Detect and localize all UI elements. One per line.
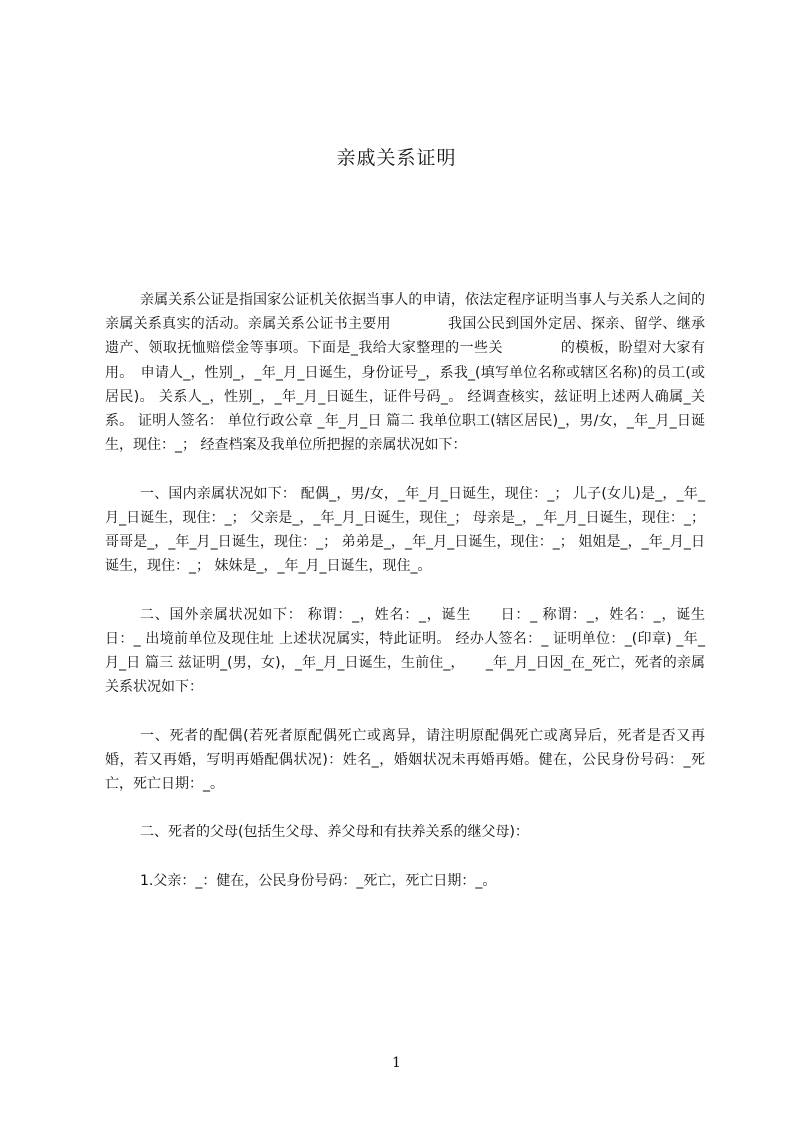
paragraph-domestic-relatives: 一、国内亲属状况如下： 配偶_，男/女，_年_月_日诞生，现住：_； 儿子(女儿)是_，_年_月_日诞生，现住：_； 父亲是_，_年_月_日诞生，现住_； 母亲是_，_年_月_日诞生，现住：_； 哥哥是_，_年_月_日诞生，现住：_； 弟弟是_，_年_月_日诞生，现住：_； 姐姐是_，_年_月_日诞生，现住：_； 妹妹是_，_年_月_日诞生，现住_。 [105,485,705,575]
paragraph-parents: 二、死者的父母(包括生父母、养父母和有扶养关系的继父母)： [140,824,529,841]
paragraph-intro: 亲属关系公证是指国家公证机关依据当事人的申请，依法定程序证明当事人与关系人之间的亲属关系真实的活动。亲属关系公证书主要用 我国公民到国外定居、探亲、留学、继承遗产、领取抚恤赔偿金等事项。下面是_我给大家整理的一些关 的模板，盼望对大家有用。 申请人_，性别_，_年_月_日诞生，身份证号_，系我_(填写单位名称或辖区名称)的员工(或居民)。 关系人_，性别_，_年_月_日诞生，证件号码_。 经调查核实，兹证明上述两人确属_关系。 证明人签名： 单位行政公章 _年_月_日 篇二 我单位职工(辖区居民)_，男/女，_年_月_日诞生，现住：_； 经查档案及我单位所把握的亲属状况如下： [105,292,705,454]
paragraph-spouse: 一、死者的配偶(若死者原配偶死亡或离异，请注明原配偶死亡或离异后，死者是否又再婚，若又再婚，写明再婚配偶状况)：姓名_，婚姻状况未再婚再婚。健在，公民身份号码：_死亡，死亡日期：_。 [105,727,705,793]
document-body [105,288,733,893]
paragraph-father: 1.父亲：_：健在，公民身份号码：_死亡，死亡日期：_。 [140,872,497,889]
paragraph-foreign-relatives: 二、国外亲属状况如下： 称谓：_，姓名：_，诞生 日：_ 称谓：_，姓名：_，诞生 日：_ 出境前单位及现住址 上述状况属实，特此证明。 经办人签名：_ 证明单位：_(印章) _年_月_日 篇三 兹证明_(男，女)，_年_月_日诞生，生前住_， _年_月_日因_在_死亡，死者的亲属关系状况如下： [105,606,733,696]
page-number: 1 [392,1055,401,1071]
document-title: 亲戚关系证明 [336,147,457,169]
